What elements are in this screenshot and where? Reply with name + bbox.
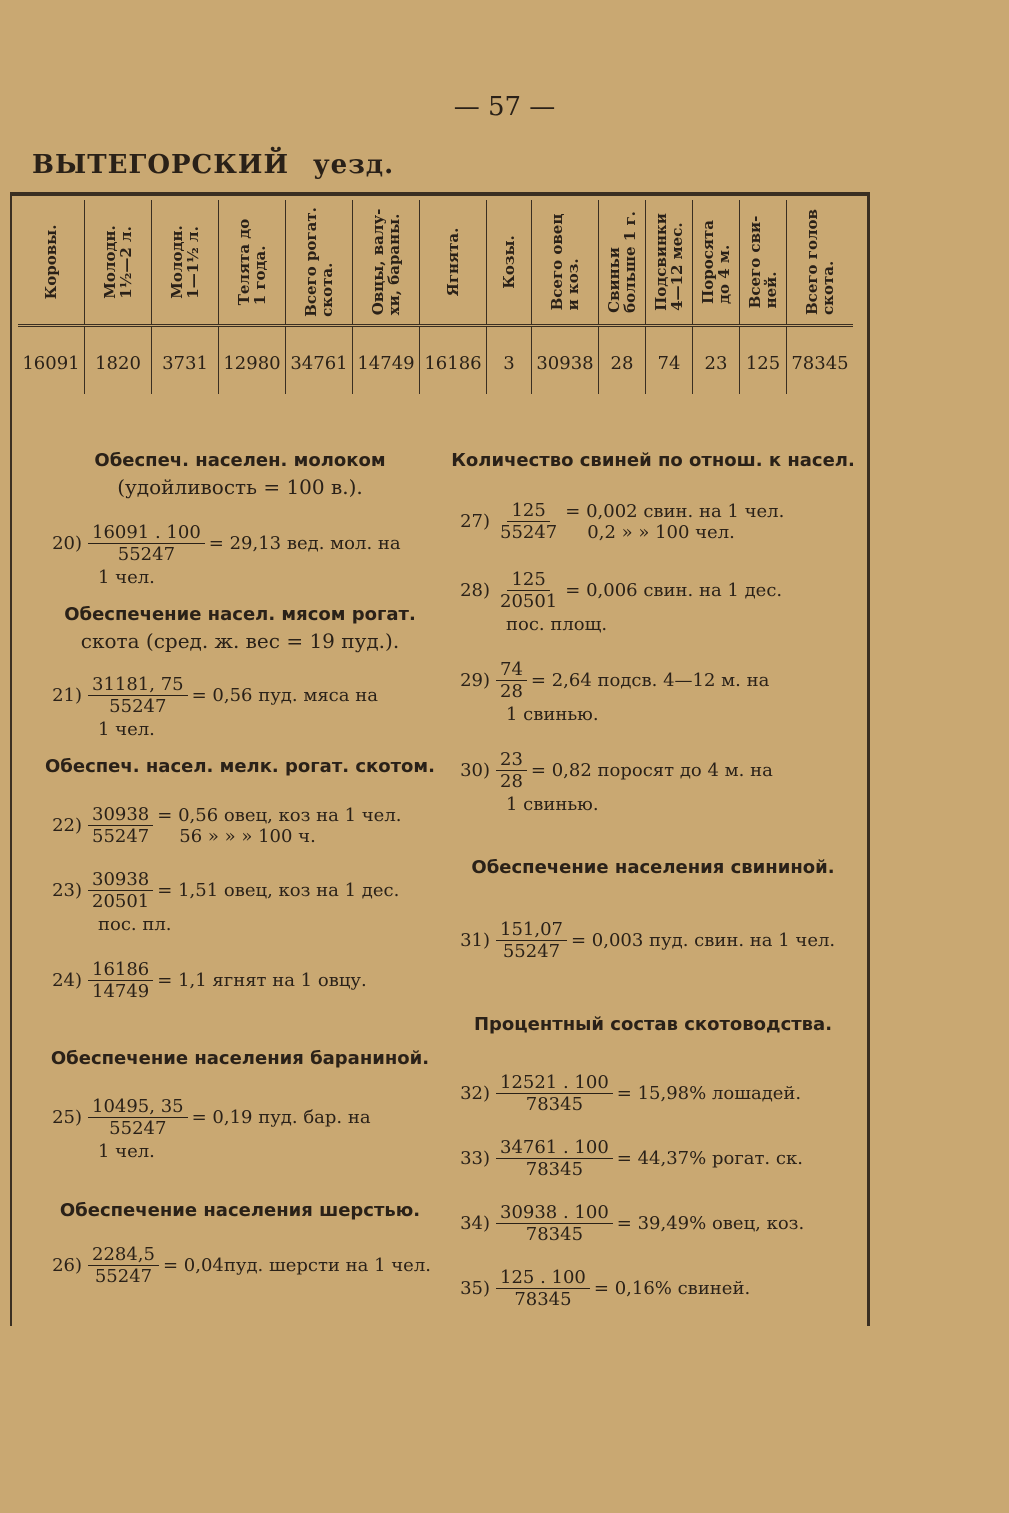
- table-header: Поросята до 4 м.: [693, 200, 740, 326]
- table-cell: 3: [487, 326, 532, 395]
- right-column: [448, 448, 858, 1310]
- formula-27: 27) $\frac{125}{55247}$ = 0,002 свин. на 1 чел. 0,2 » » 100 чел.: [460, 500, 785, 543]
- heading-milk: Обеспеч. населен. молоком: [94, 450, 386, 471]
- table-cell: 34761: [286, 326, 353, 395]
- left-column: [40, 448, 440, 1287]
- table-header: Молодн. 1—1½ л.: [152, 200, 219, 326]
- heading-mutton: Обеспечение населения бараниной.: [50, 1048, 430, 1069]
- table-cell: 3731: [152, 326, 219, 395]
- heading-wool: Обеспечение населения шерстью.: [59, 1200, 421, 1221]
- table-cell: 16091: [18, 326, 85, 395]
- formula-35: 35) $\frac{125 . 100}{78345}$ = 0,16% свиней.: [460, 1267, 751, 1310]
- formula-30: 30) $\frac{23}{28}$ = 0,82 поросят до 4 м. на 1 свинью.: [460, 749, 773, 815]
- table-cell: 1820: [85, 326, 152, 395]
- table-header: Всего овец и коз.: [532, 200, 599, 326]
- table-header: Свиньи больше 1 г.: [599, 200, 646, 326]
- formula-29: 29) $\frac{74}{28}$ = 2,64 подсв. 4—12 м. на 1 свинью.: [460, 659, 770, 725]
- heading-percent: Процентный состав скотоводства.: [473, 1014, 833, 1035]
- table-header: Всего голов скота.: [787, 200, 854, 326]
- formula-22: 22) $\frac{30938}{55247}$ = 0,56 овец, коз на 1 чел. 56 » » » 100 ч.: [52, 804, 402, 847]
- district-title: [32, 150, 394, 180]
- formula-33: 33) $\frac{34761 . 100}{78345}$ = 44,37% рогат. ск.: [460, 1137, 803, 1180]
- district-unit: уезд.: [313, 150, 395, 180]
- heading-pigs: Количество свиней по отнош. к насел.: [451, 450, 855, 471]
- table-header: Всего рогат. скота.: [286, 200, 353, 326]
- table-cell: 12980: [219, 326, 286, 395]
- formula-34: 34) $\frac{30938 . 100}{78345}$ = 39,49% овец, коз.: [460, 1202, 805, 1245]
- formula-26: 26) $\frac{2284,5}{55247}$ = 0,04пуд. шерсти на 1 чел.: [52, 1244, 431, 1287]
- heading-meat-sub: скота (сред. ж. вес = 19 пуд.).: [80, 629, 400, 653]
- formula-31: 31) $\frac{151,07}{55247}$ = 0,003 пуд. свин. на 1 чел.: [460, 919, 836, 962]
- formula-24: 24) $\frac{16186}{14749}$ = 1,1 ягнят на 1 овцу.: [52, 959, 367, 1002]
- table-header: Молодн. 1½—2 л.: [85, 200, 152, 326]
- table-header-row: [18, 200, 853, 326]
- table-header: Телята до 1 года.: [219, 200, 286, 326]
- heading-small-cattle: Обеспеч. насел. мелк. рогат. скотом.: [45, 756, 435, 777]
- heading-pork: Обеспечение населения свининой.: [471, 857, 835, 878]
- district-name: ВЫТЕГОРСКИЙ: [32, 150, 290, 180]
- table-header: Подсвинки 4—12 мес.: [646, 200, 693, 326]
- table-header: Козы.: [487, 200, 532, 326]
- page-number: — 57 —: [453, 92, 556, 122]
- heading-milk-sub: (удойливость = 100 в.).: [117, 475, 363, 499]
- formula-32: 32) $\frac{12521 . 100}{78345}$ = 15,98% лошадей.: [460, 1072, 802, 1115]
- table-header: Всего сви- ней.: [740, 200, 787, 326]
- formula-23: 23) $\frac{30938}{20501}$ = 1,51 овец, коз на 1 дес. пос. пл.: [52, 869, 400, 935]
- formula-28: 28) $\frac{125}{20501}$ = 0,006 свин. на 1 дес. пос. площ.: [460, 569, 783, 635]
- formula-20: 20) $\frac{16091 . 100}{55247}$ = 29,13 вед. мол. на 1 чел.: [52, 522, 401, 588]
- heading-meat: Обеспечение насел. мясом рогат.: [64, 604, 416, 625]
- table-cell: 30938: [532, 326, 599, 395]
- table-header: Коровы.: [18, 200, 85, 326]
- table-cell: 125: [740, 326, 787, 395]
- table-cell: 78345: [791, 352, 849, 374]
- table-cell: 16186: [420, 326, 487, 395]
- table-header: Овцы, валу- хи, бараны.: [353, 200, 420, 326]
- livestock-table: [18, 200, 853, 394]
- table-cell: 14749: [353, 326, 420, 395]
- table-cell: 23: [693, 326, 740, 395]
- table-cell: 74: [646, 326, 693, 395]
- table-cell: 28: [599, 326, 646, 395]
- table-header: Ягнята.: [420, 200, 487, 326]
- formula-25: 25) $\frac{10495, 35}{55247}$ = 0,19 пуд. бар. на 1 чел.: [52, 1096, 371, 1162]
- formula-21: 21) $\frac{31181, 75}{55247}$ = 0,56 пуд. мяса на 1 чел.: [52, 674, 378, 740]
- table-row: [18, 326, 853, 395]
